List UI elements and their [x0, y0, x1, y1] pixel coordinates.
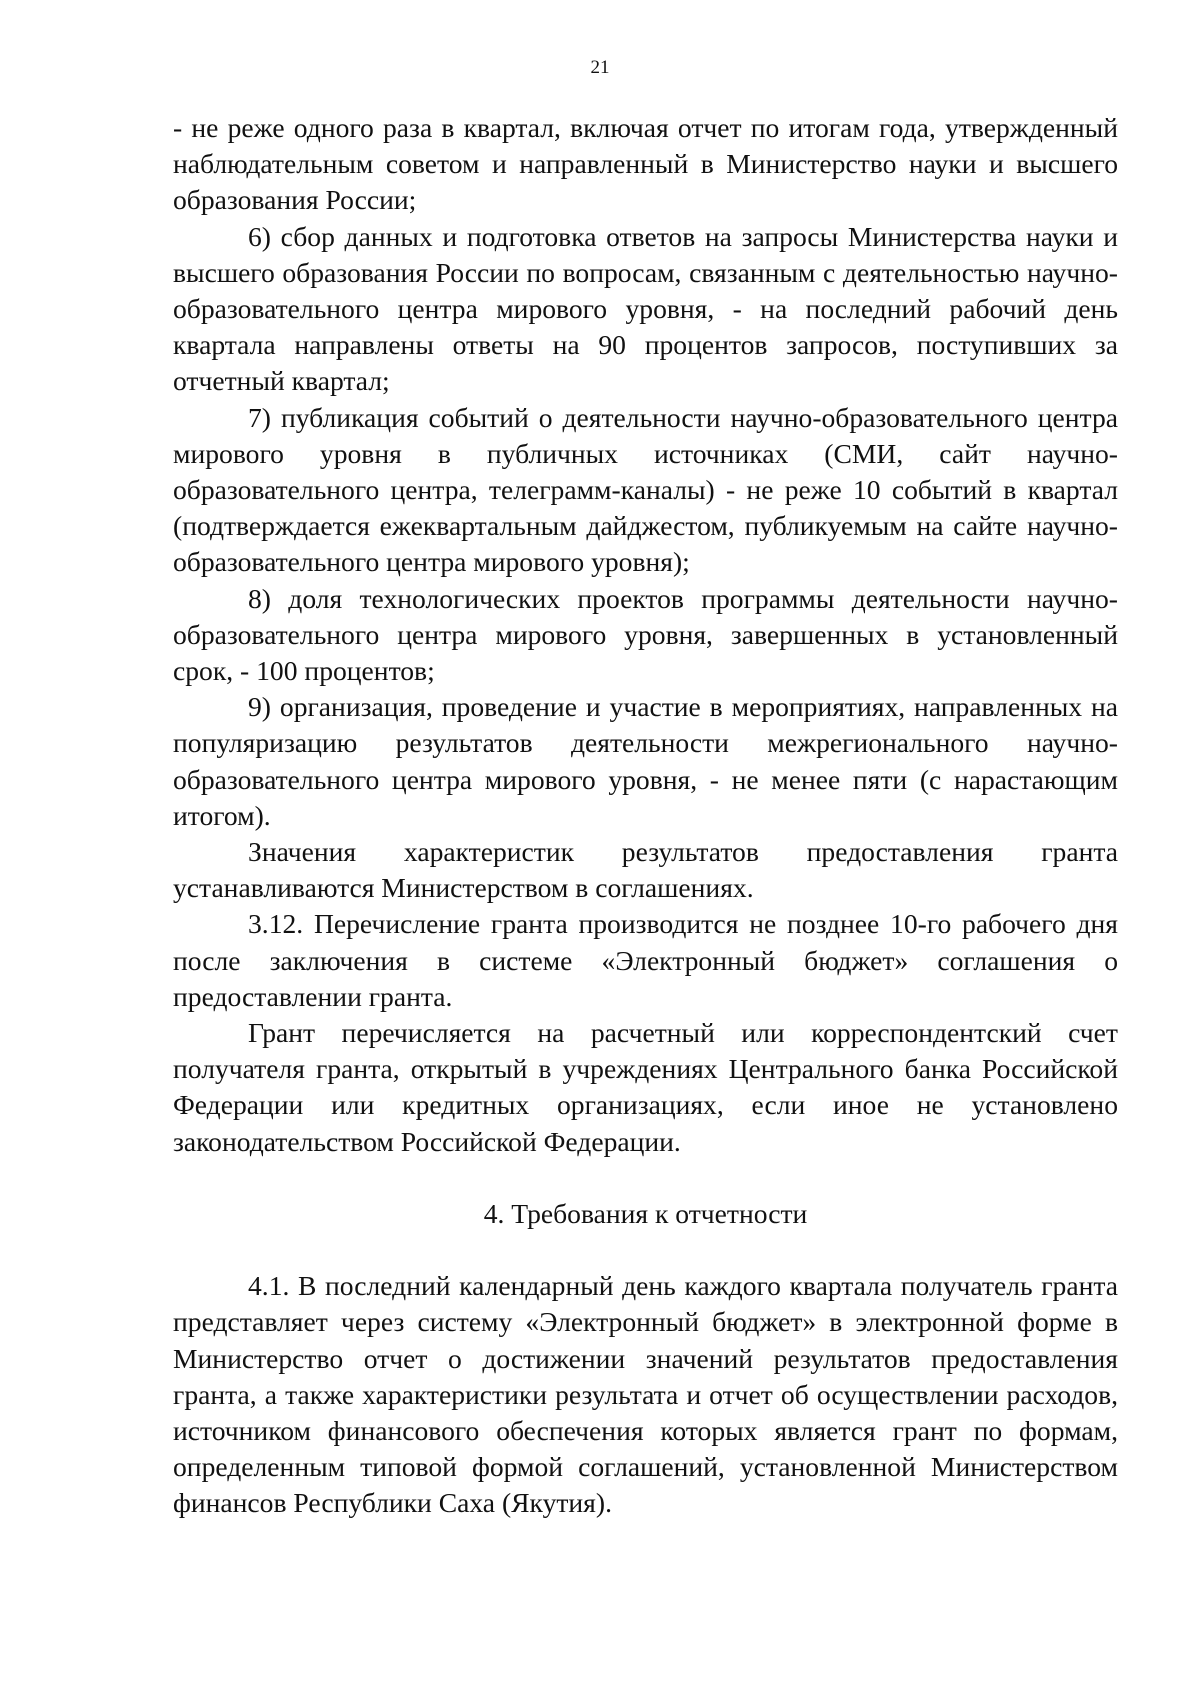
paragraph-continuation: - не реже одного раза в квартал, включая отчет по итогам года, утвержденный наблюдательным советом и направленный в Министерство науки и высшего образования России;	[173, 112, 1118, 216]
paragraph-item-9: 9) организация, проведение и участие в мероприятиях, направленных на популяризацию результатов деятельности межрегионального научно-образовательного центра мирового уровня, - не менее пяти (с нарастающим итогом).	[173, 691, 1118, 831]
paragraph-3-12: 3.12. Перечисление гранта производится не позднее 10-го рабочего дня после заключения в системе «Электронный бюджет» соглашения о предоставлении гранта.	[173, 908, 1118, 1012]
paragraph-grant-transfer: Грант перечисляется на расчетный или корреспондентский счет получателя гранта, открытый в учреждениях Центрального банка Российской Федерации или кредитных организациях, если иное не установлено законодательством Российской Федерации.	[173, 1017, 1118, 1157]
page-number: 21	[590, 57, 610, 78]
section-heading: 4. Требования к отчетности	[483, 1197, 808, 1229]
paragraph-characteristic-values: Значения характеристик результатов предоставления гранта устанавливаются Министерством в соглашениях.	[173, 836, 1118, 904]
paragraph-item-6: 6) сбор данных и подготовка ответов на запросы Министерства науки и высшего образования России по вопросам, связанным с деятельностью научно-образовательного центра мирового уровня, - на последний рабочий день квартала направлены ответы на 90 процентов запросов, поступивших за отчетный квартал;	[173, 220, 1118, 397]
paragraph-item-7: 7) публикация событий о деятельности научно-образовательного центра мирового уровня в публичных источниках (СМИ, сайт научно-образовательного центра, телеграмм-каналы) - не реже 10 событий в квартал (подтверждается ежеквартальным дайджестом, публикуемым на сайте научно-образовательного центра мирового уровня);	[173, 401, 1118, 578]
document-body	[173, 110, 1118, 1522]
paragraph-4-1: 4.1. В последний календарный день каждого квартала получатель гранта представляет через систему «Электронный бюджет» в электронной форме в Министерство отчет о достижении значений результатов предоставления гранта, а также характеристики результата и отчет об осуществлении расходов, источником финансового обеспечения которых является грант по формам, определенным типовой формой соглашений, установленной Министерством финансов Республики Саха (Якутия).	[173, 1270, 1118, 1519]
paragraph-item-8: 8) доля технологических проектов программы деятельности научно-образовательного центра мирового уровня, завершенных в установленный срок, - 100 процентов;	[173, 582, 1118, 687]
